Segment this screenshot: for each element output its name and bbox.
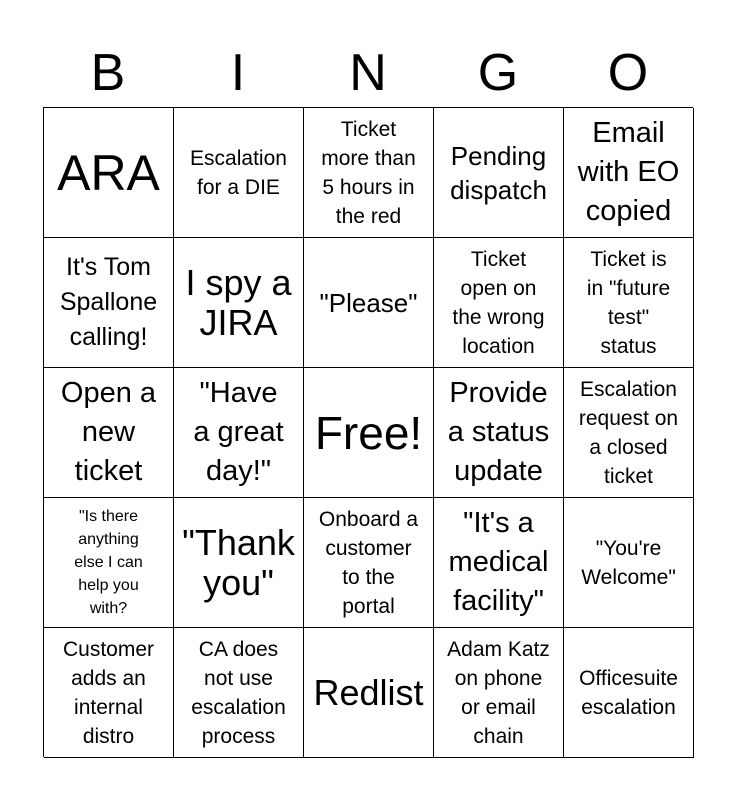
cell-text: ARA: [57, 144, 160, 201]
cell-text: Customer adds an internal distro: [62, 637, 155, 748]
bingo-cell[interactable]: [44, 238, 174, 368]
cell-text: Provide a status update: [447, 377, 550, 487]
cell-text: Ticket is in "future test" status: [586, 247, 671, 358]
cell-text: Open a new ticket: [60, 377, 157, 487]
bingo-header: [43, 40, 693, 106]
cell-text: "Have a great day!": [193, 377, 284, 487]
bingo-cell[interactable]: [174, 498, 304, 628]
bingo-cell[interactable]: [174, 108, 304, 238]
bingo-cell[interactable]: [174, 628, 304, 758]
bingo-cell[interactable]: [44, 628, 174, 758]
header-letter-b: B: [90, 44, 126, 102]
bingo-cell[interactable]: [564, 498, 694, 628]
bingo-cell[interactable]: [434, 628, 564, 758]
cell-text: "Please": [319, 287, 418, 318]
cell-text: Pending dispatch: [450, 140, 547, 205]
cell-text: CA does not use escalation process: [191, 637, 286, 748]
bingo-cell[interactable]: [434, 498, 564, 628]
bingo-cell[interactable]: [44, 368, 174, 498]
cell-text: Ticket open on the wrong location: [452, 247, 545, 358]
cell-text: Escalation for a DIE: [190, 146, 287, 199]
cell-text: Redlist: [313, 671, 424, 713]
bingo-cell[interactable]: [304, 238, 434, 368]
bingo-cell free-space[interactable]: [304, 368, 434, 498]
bingo-cell[interactable]: [564, 628, 694, 758]
bingo-cell[interactable]: [174, 238, 304, 368]
cell-text: "It's a medical facility": [448, 507, 549, 617]
cell-text: Escalation request on a closed ticket: [578, 377, 679, 488]
bingo-cell[interactable]: [304, 498, 434, 628]
bingo-cell[interactable]: [564, 238, 694, 368]
header-letter-g: G: [477, 44, 519, 102]
cell-text: "You're Welcome": [581, 536, 676, 589]
cell-text: Onboard a customer to the portal: [318, 507, 419, 618]
header-letter-i: I: [230, 44, 246, 102]
cell-text: Adam Katz on phone or email chain: [447, 637, 550, 748]
bingo-cell[interactable]: [434, 368, 564, 498]
bingo-board: [43, 107, 693, 757]
header-letter-o: O: [607, 44, 649, 102]
cell-text: It's Tom Spallone calling!: [59, 253, 158, 351]
cell-text: Officesuite escalation: [579, 666, 678, 719]
bingo-cell[interactable]: [44, 108, 174, 238]
cell-text: "Thank you": [182, 521, 295, 603]
bingo-cell[interactable]: [174, 368, 304, 498]
cell-text: Ticket more than 5 hours in the red: [321, 117, 416, 228]
bingo-cell[interactable]: [434, 108, 564, 238]
cell-text: I spy a JIRA: [185, 261, 292, 343]
bingo-cell[interactable]: [434, 238, 564, 368]
cell-text: Email with EO copied: [577, 117, 680, 227]
bingo-cell[interactable]: [564, 108, 694, 238]
bingo-cell[interactable]: [304, 108, 434, 238]
cell-text: "Is there anything else I can help you with?: [74, 508, 143, 617]
header-letter-n: N: [349, 44, 387, 102]
bingo-cell[interactable]: [564, 368, 694, 498]
cell-text: Free!: [314, 406, 423, 459]
bingo-cell[interactable]: [44, 498, 174, 628]
bingo-cell[interactable]: [304, 628, 434, 758]
